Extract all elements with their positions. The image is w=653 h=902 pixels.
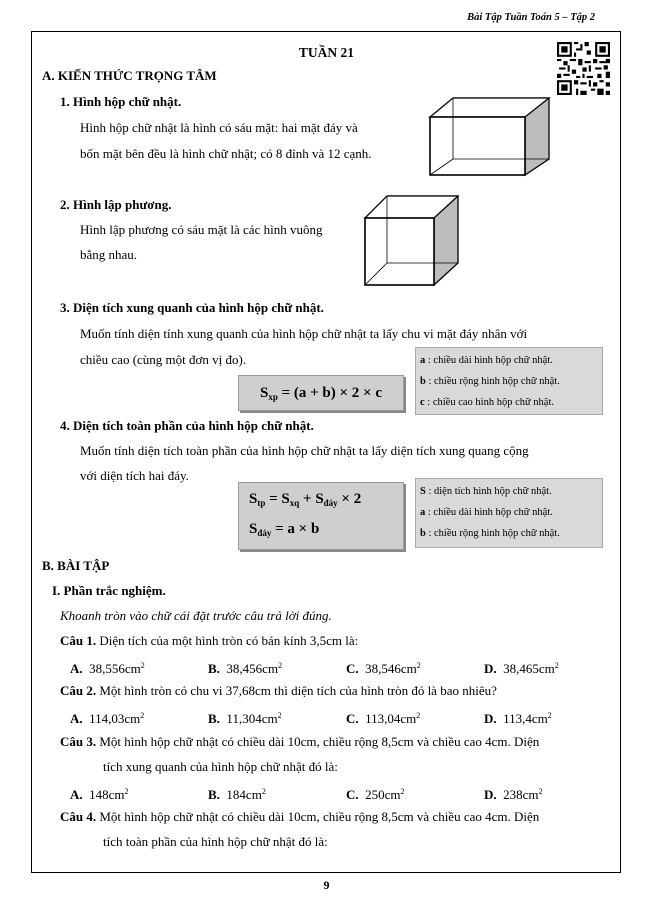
q3-option-a[interactable]: A. $148cm^2$ [70,787,129,802]
question-3-line-2: tích xung quanh của hình hộp chữ nhật đó là: [103,759,338,774]
item-3-line-2: chiều cao (cùng một đơn vị đo). [80,352,247,367]
item-3-title: 3. Diện tích xung quanh của hình hộp chữ nhật. [60,300,324,315]
section-b-heading: B. BÀI TẬP [42,558,110,573]
q1-option-a[interactable]: A. $38,556cm^2$ [70,661,145,676]
item-1-line-1: Hình hộp chữ nhật là hình có sáu mặt: hai mặt đáy và [80,120,358,135]
part-1-title: I. Phần trắc nghiệm. [52,583,166,598]
total-area-formula: $S_{tp} = S_{xq} + S_{đáy} \times 2$ $S_{đáy} = a \times b$ [238,482,404,550]
item-1-line-2: bốn mặt bên đều là hình chữ nhật; có 8 đỉnh và 12 cạnh. [80,146,372,161]
book-title: Bài Tập Tuần Toán 5 – Tập 2 [467,12,595,23]
q2-option-d[interactable]: D. $113,4cm^2$ [484,711,552,726]
q1-option-c[interactable]: C. $38,546cm^2$ [346,661,421,676]
question-4: Câu 4. Một hình hộp chữ nhật có chiều dài 10cm, chiều rộng 8,5cm và chiều cao 4cm. Diện [60,809,540,824]
q3-option-d[interactable]: D. $238cm^2$ [484,787,543,802]
cuboid-figure [428,95,552,179]
cube-figure [363,193,461,289]
lateral-legend-box [415,347,603,415]
legend-S: S : diện tích hình hộp chữ nhật. [420,486,552,497]
q3-option-b[interactable]: B. $184cm^2$ [208,787,266,802]
question-4-line-2: tích toàn phần của hình hộp chữ nhật đó là: [103,834,328,849]
total-legend-box [415,478,603,548]
question-3: Câu 3. Một hình hộp chữ nhật có chiều dài 10cm, chiều rộng 8,5cm và chiều cao 4cm. Diện [60,734,540,749]
qr-code-icon [556,42,611,95]
section-a-heading: A. KIẾN THỨC TRỌNG TÂM [42,68,217,83]
legend-c: c : chiều cao hình hộp chữ nhật. [420,397,554,408]
item-4-title: 4. Diện tích toàn phần của hình hộp chữ nhật. [60,418,314,433]
item-3-line-1: Muốn tính diện tính xung quanh của hình hộp chữ nhật ta lấy chu vi mặt đáy nhân với [80,326,528,341]
item-1-title: 1. Hình hộp chữ nhật. [60,94,182,109]
q3-option-c[interactable]: C. $250cm^2$ [346,787,405,802]
item-2-line-1: Hình lập phương có sáu mặt là các hình vuông [80,222,323,237]
item-4-line-2: với diện tích hai đáy. [80,468,189,483]
legend-b2: b : chiều rộng hình hộp chữ nhật. [420,528,560,539]
question-2: Câu 2. Một hình tròn có chu vi 37,68cm thì diện tích của hình tròn đó là bao nhiêu? [60,683,497,698]
lateral-area-formula: $S_{xp} = (a + b) \times 2 \times c$ [238,375,404,411]
instruction: Khoanh tròn vào chữ cái đặt trước câu trả lời đúng. [60,608,332,623]
q2-option-c[interactable]: C. $113,04cm^2$ [346,711,421,726]
item-4-line-1: Muốn tính diện tích toàn phần của hình hộp chữ nhật ta lấy diện tích xung quang cộng [80,443,529,458]
legend-a2: a : chiều dài hình hộp chữ nhật. [420,507,553,518]
question-1: Câu 1. Diện tích của một hình tròn có bán kính 3,5cm là: [60,633,359,648]
week-title: TUẦN 21 [298,45,355,60]
q2-option-a[interactable]: A. $114,03cm^2$ [70,711,145,726]
item-2-title: 2. Hình lập phương. [60,197,172,212]
q2-option-b[interactable]: B. $11,304cm^2$ [208,711,282,726]
legend-a: a : chiều dài hình hộp chữ nhật. [420,355,553,366]
item-2-line-2: bằng nhau. [80,247,138,262]
q1-option-d[interactable]: D. $38,465cm^2$ [484,661,559,676]
q1-option-b[interactable]: B. $38,456cm^2$ [208,661,283,676]
legend-b: b : chiều rộng hình hộp chữ nhật. [420,376,560,387]
page-number: 9 [323,878,330,892]
